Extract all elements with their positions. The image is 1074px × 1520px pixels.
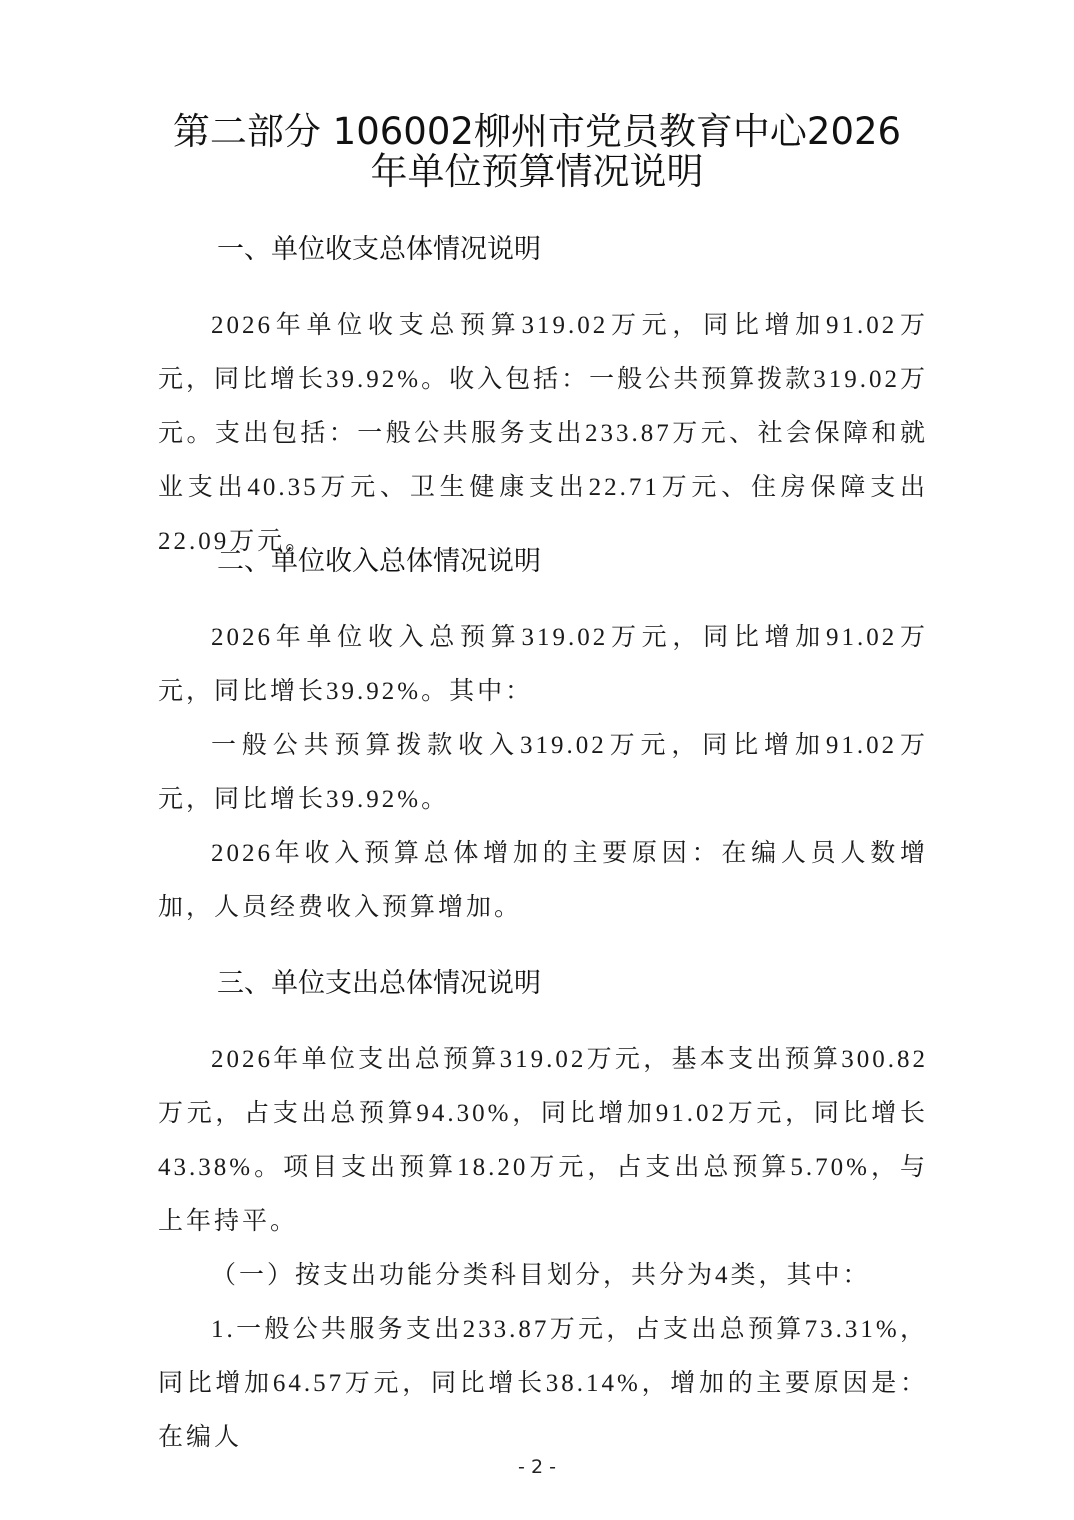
section-3-paragraph-2: （一）按支出功能分类科目划分，共分为4类，其中： bbox=[211, 1262, 871, 1289]
section-heading-1: 一、单位收支总体情况说明 bbox=[217, 234, 541, 265]
document-title-line-1: 第二部分 106002柳州市党员教育中心2026 bbox=[172, 110, 902, 153]
section-2-paragraph-3: 2026年收入预算总体增加的主要原因：在编人员人数增加，人员经费收入预算增加。 bbox=[158, 840, 928, 921]
section-3-paragraph-3: 1.一般公共服务支出233.87万元，占支出总预算73.31%，同比增加64.57万元，同比增长38.14%，增加的主要原因是：在编人 bbox=[158, 1316, 928, 1451]
section-heading-2: 二、单位收入总体情况说明 bbox=[217, 546, 541, 577]
section-3-paragraph-1: 2026年单位支出总预算319.02万元，基本支出预算300.82万元，占支出总预算94.30%，同比增加91.02万元，同比增长43.38%。项目支出预算18.20万元，占支出总预算5.70%，与上年持平。 bbox=[158, 1046, 928, 1235]
document-title-line-2: 年单位预算情况说明 bbox=[370, 150, 704, 193]
section-2-paragraph-1: 2026年单位收入总预算319.02万元，同比增加91.02万元，同比增长39.92%。其中： bbox=[158, 624, 928, 705]
section-1-paragraph-1: 2026年单位收支总预算319.02万元，同比增加91.02万元，同比增长39.92%。收入包括：一般公共预算拨款319.02万元。支出包括：一般公共服务支出233.87万元、社会保障和就业支出40.35万元、卫生健康支出22.71万元、住房保障支出22.09万元。 bbox=[158, 312, 928, 555]
page-number: - 2 - bbox=[518, 1456, 556, 1478]
section-2-paragraph-2: 一般公共预算拨款收入319.02万元，同比增加91.02万元，同比增长39.92%。 bbox=[158, 732, 928, 813]
section-heading-3: 三、单位支出总体情况说明 bbox=[217, 968, 541, 999]
